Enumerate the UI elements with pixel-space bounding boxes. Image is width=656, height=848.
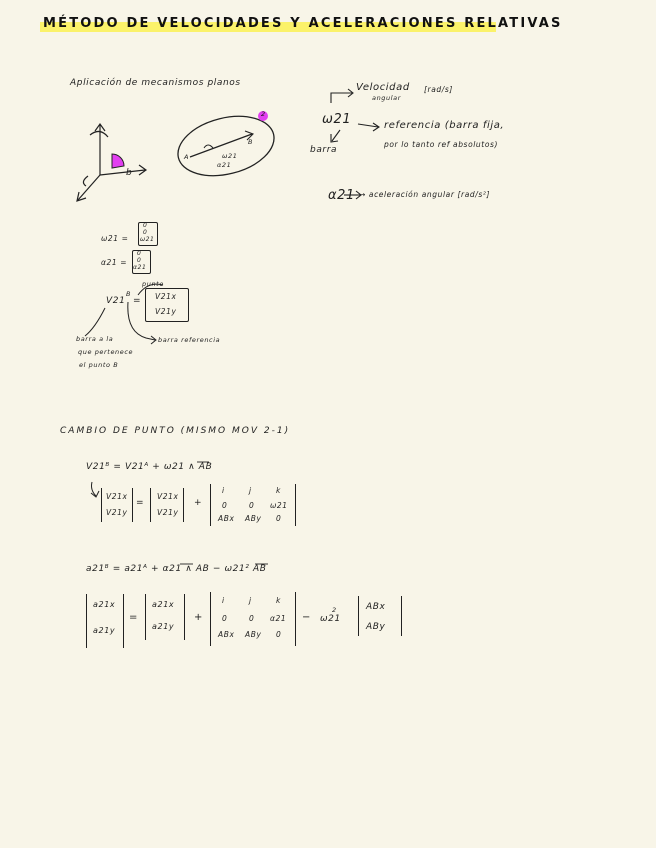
a-entry-1: 0 [137, 257, 142, 264]
acc-det-k: k [276, 596, 281, 605]
vel-rhs-1: V21y [157, 508, 179, 517]
note-absolutos: por lo tanto ref absolutos) [384, 140, 499, 149]
vel-det-r3-1: ABy [245, 514, 262, 523]
note-w21: ω21 [322, 112, 352, 127]
acc-minus: − [302, 612, 311, 623]
vel-det-r2-0: 0 [222, 501, 228, 510]
a-entry-0: 0 [137, 250, 142, 257]
vel-equation: V21ᴮ = V21ᴬ + ω21 ∧ AB [86, 462, 213, 472]
acc-equals: = [129, 612, 138, 623]
point-b-label: B [248, 138, 254, 146]
body-number: 2 [261, 110, 266, 118]
magenta-sector [112, 154, 124, 168]
acc-det-r2-0: 0 [222, 614, 228, 623]
vel-lhs-1: V21y [106, 508, 128, 517]
w-entry-0: 0 [143, 222, 148, 229]
vel-det-r2-1: 0 [249, 501, 255, 510]
a21-label: α21 [217, 161, 232, 169]
v-vector-label: V21 [106, 296, 126, 306]
acc-w2-exp: 2 [332, 606, 337, 614]
note-alpha-def: → aceleración angular [rad/s²] [359, 190, 491, 199]
acc-ab-0: ABx [366, 602, 386, 612]
acc-equation: a21ᴮ = a21ᴬ + α21 ∧ AB − ω21² AB [86, 564, 267, 574]
v-vector-sup: B [126, 290, 132, 298]
w-entry-2: ω21 [140, 236, 155, 243]
page-title: MÉTODO DE VELOCIDADES Y ACELERACIONES RELATIVAS [43, 16, 563, 31]
acc-rhs-1: a21y [152, 622, 175, 631]
w21-label: ω21 [222, 152, 238, 160]
point-a-label: A [184, 153, 190, 161]
vel-equals: = [136, 498, 144, 508]
barra-ref-note: barra referencia [158, 336, 221, 344]
acc-det-i: i [222, 596, 225, 605]
acc-det-r2-2: α21 [270, 614, 287, 623]
a-entry-2: α21 [133, 264, 147, 271]
vel-lhs-0: V21x [106, 492, 128, 501]
vel-det-i: i [222, 486, 225, 495]
acc-det-j: j [249, 596, 252, 605]
note-velocidad: Velocidad [356, 82, 410, 93]
bar-ab [190, 134, 252, 157]
vel-det-r3-2: 0 [276, 514, 282, 523]
acc-lhs-1: a21y [93, 626, 116, 635]
note-angular: angular [372, 94, 402, 102]
note-barra: barra [310, 145, 338, 155]
vel-plus: + [194, 498, 202, 508]
barra-note-3: el punto B [79, 361, 119, 369]
vel-det-r2-2: ω21 [270, 501, 288, 510]
barra-note-1: barra a la [76, 335, 114, 343]
acc-lhs-0: a21x [93, 600, 116, 609]
acc-det-r2-1: 0 [249, 614, 255, 623]
v-equals: = [133, 296, 141, 306]
w-vector-label: ω21 = [101, 234, 129, 243]
v-entry-1: V21y [155, 307, 177, 316]
acc-rhs-0: a21x [152, 600, 175, 609]
note-referencia: referencia (barra fija, [384, 120, 505, 131]
w-entry-1: 0 [143, 229, 148, 236]
note-alpha: α21 [328, 188, 355, 203]
v-punto-note: punto [142, 280, 164, 288]
barra-note-2: que pertenece [78, 348, 134, 356]
a-vector-label: α21 = [101, 258, 128, 267]
acc-det-r3-1: ABy [245, 630, 262, 639]
section1-heading: Aplicación de mecanismos planos [70, 78, 241, 88]
axis-label-b: b [126, 168, 133, 178]
v-entry-0: V21x [155, 292, 177, 301]
note-units-vel: [rad/s] [424, 85, 453, 94]
acc-det-r3-0: ABx [218, 630, 235, 639]
vel-det-k: k [276, 486, 281, 495]
acc-ab-1: ABy [366, 622, 386, 632]
vel-det-r3-0: ABx [218, 514, 235, 523]
acc-plus: + [194, 612, 203, 623]
vel-det-j: j [249, 486, 252, 495]
acc-det-r3-2: 0 [276, 630, 282, 639]
acc-w2: ω21 [320, 614, 341, 624]
section2-heading: CAMBIO DE PUNTO (MISMO MOV 2-1) [60, 426, 291, 436]
vel-rhs-0: V21x [157, 492, 179, 501]
